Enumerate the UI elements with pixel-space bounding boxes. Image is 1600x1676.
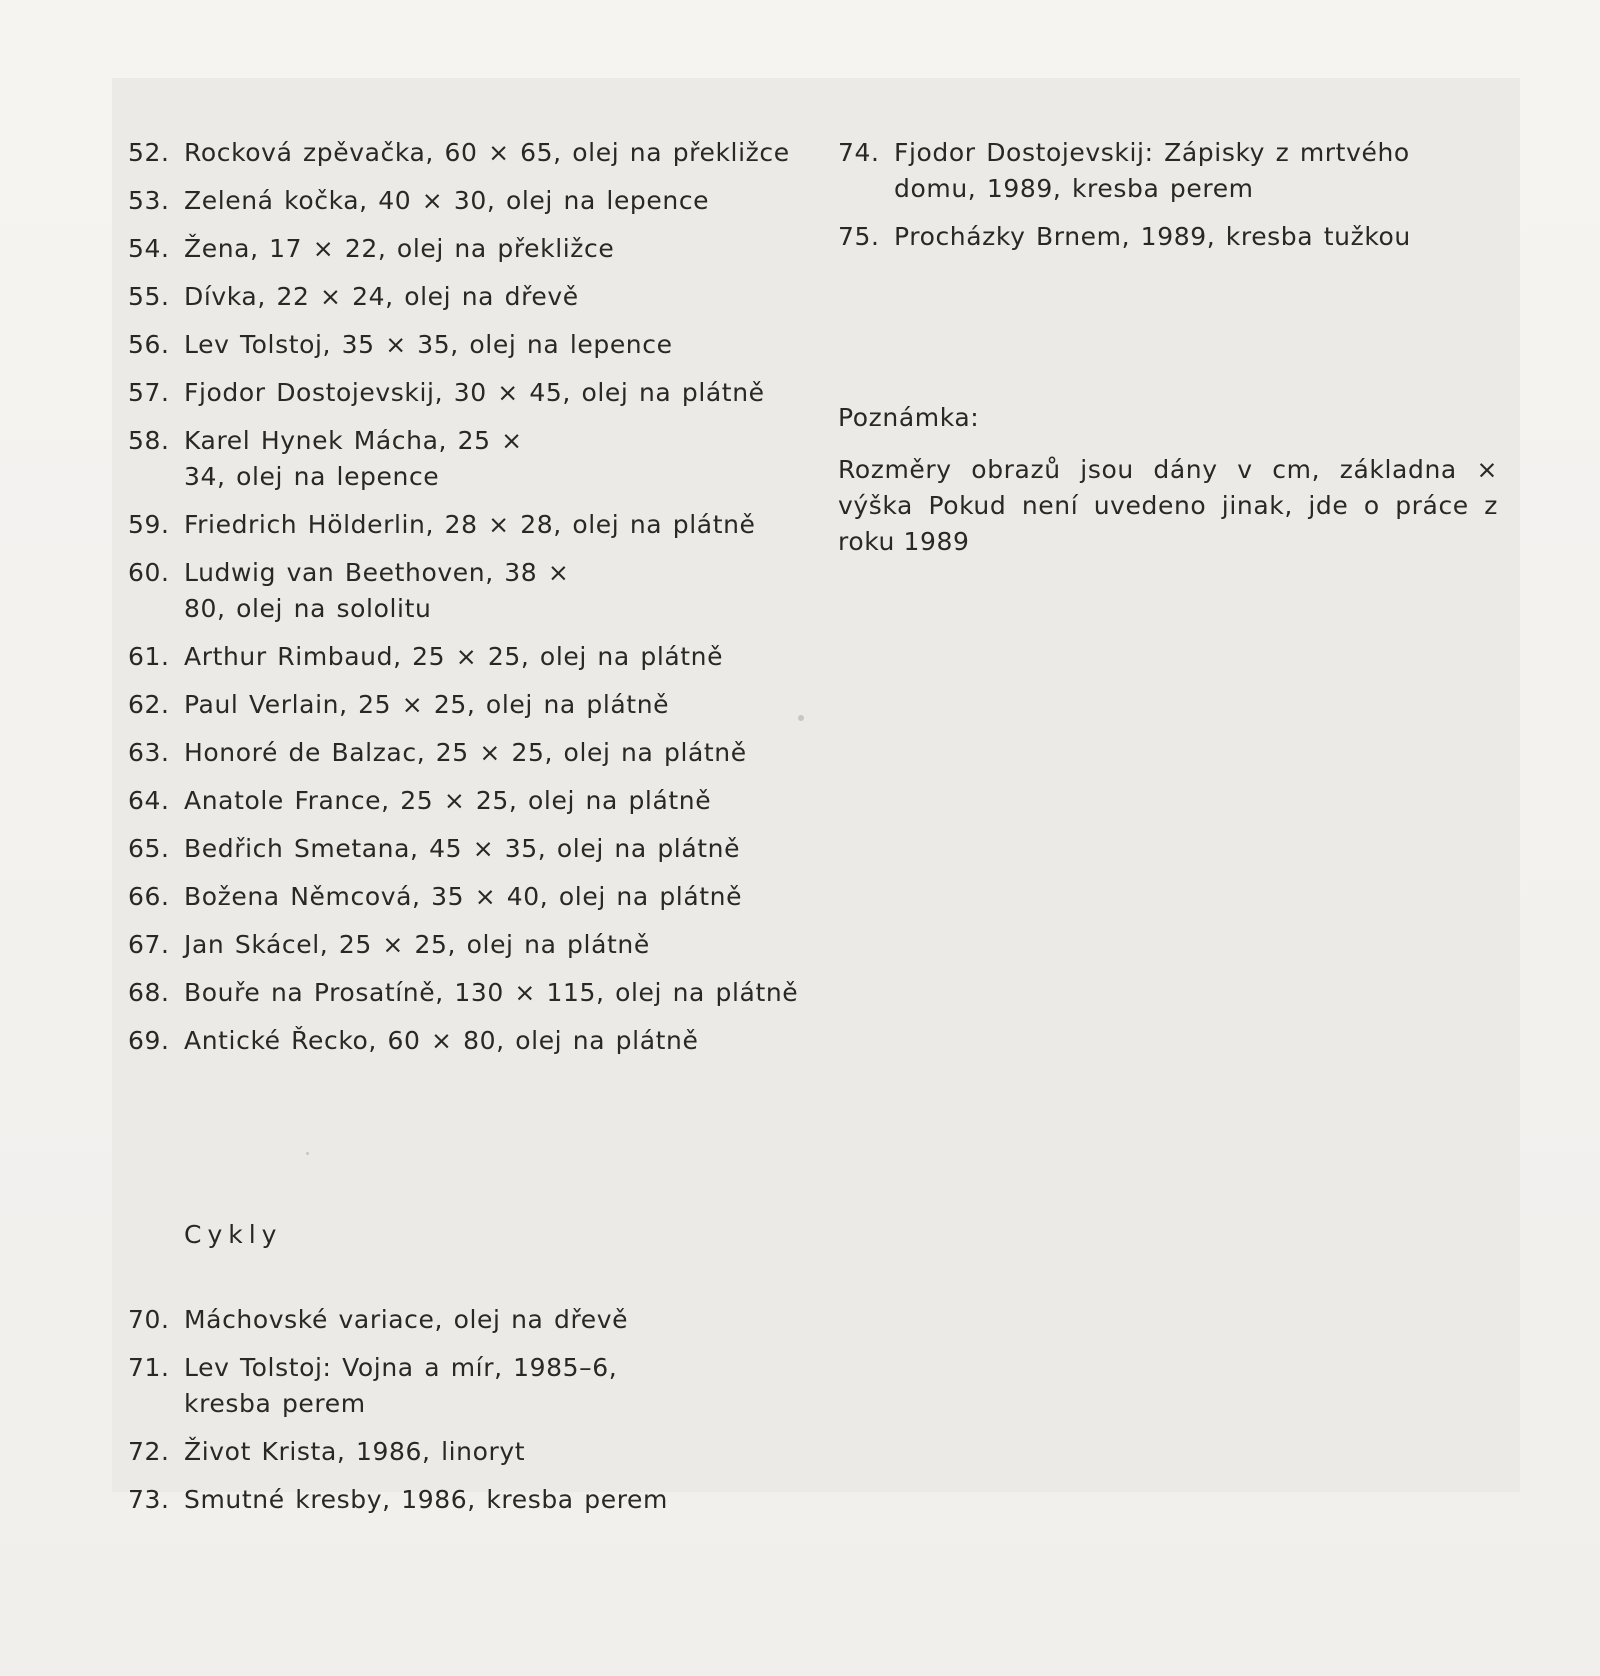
note-body: Rozměry obrazů jsou dány v cm, základna × výška Pokud není uvedeno jinak, jde o práce z roku 1989 <box>838 455 1498 556</box>
list-item <box>128 879 808 915</box>
list-item <box>128 1434 808 1470</box>
right-works-list <box>838 135 1498 267</box>
list-item <box>128 1302 808 1338</box>
item-text: Antické Řecko, 60 × 80, olej na plátně <box>184 1026 699 1055</box>
item-text: Fjodor Dostojevskij: Zápisky z mrtvého domu, 1989, kresba perem <box>894 138 1410 203</box>
item-number: 55. <box>128 282 170 311</box>
works-list <box>128 135 808 1071</box>
item-text: Paul Verlain, 25 × 25, olej na plátně <box>184 690 670 719</box>
list-item <box>128 1350 628 1422</box>
item-text: Friedrich Hölderlin, 28 × 28, olej na plátně <box>184 510 756 539</box>
item-number: 71. <box>128 1353 170 1382</box>
item-number: 56. <box>128 330 170 359</box>
list-item <box>128 375 808 411</box>
item-text: Rocková zpěvačka, 60 × 65, olej na překližce <box>184 138 790 167</box>
list-item <box>838 135 1498 207</box>
item-number: 69. <box>128 1026 170 1055</box>
list-item <box>128 975 808 1011</box>
note-title: Poznámka: <box>838 403 980 432</box>
note-block <box>838 400 1498 560</box>
item-number: 61. <box>128 642 170 671</box>
item-text: Máchovské variace, olej na dřevě <box>184 1305 629 1334</box>
item-number: 63. <box>128 738 170 767</box>
list-item <box>128 135 808 171</box>
item-number: 54. <box>128 234 170 263</box>
list-item <box>128 687 808 723</box>
list-item <box>128 783 808 819</box>
list-item <box>128 279 808 315</box>
list-item <box>128 183 808 219</box>
paper-speck <box>306 1152 309 1155</box>
item-number: 70. <box>128 1305 170 1334</box>
list-item <box>128 639 808 675</box>
item-number: 68. <box>128 978 170 1007</box>
list-item <box>838 219 1498 255</box>
list-item <box>128 927 808 963</box>
item-number: 59. <box>128 510 170 539</box>
item-text: Karel Hynek Mácha, 25 × 34, olej na lepence <box>184 426 523 491</box>
item-text: Honoré de Balzac, 25 × 25, olej na plátně <box>184 738 747 767</box>
section-heading-cycles: Cykly <box>184 1220 283 1249</box>
item-text: Božena Němcová, 35 × 40, olej na plátně <box>184 882 743 911</box>
list-item <box>128 735 808 771</box>
item-text: Jan Skácel, 25 × 25, olej na plátně <box>184 930 650 959</box>
list-item <box>128 1482 808 1518</box>
item-text: Lev Tolstoj, 35 × 35, olej na lepence <box>184 330 673 359</box>
item-number: 62. <box>128 690 170 719</box>
list-item <box>128 327 808 363</box>
list-item <box>128 507 808 543</box>
item-number: 72. <box>128 1437 170 1466</box>
list-item <box>128 423 568 495</box>
paper-speck <box>798 715 804 721</box>
item-text: Arthur Rimbaud, 25 × 25, olej na plátně <box>184 642 724 671</box>
list-item <box>128 231 808 267</box>
list-item <box>128 831 808 867</box>
item-number: 73. <box>128 1485 170 1514</box>
item-text: Fjodor Dostojevskij, 30 × 45, olej na plátně <box>184 378 765 407</box>
item-text: Bouře na Prosatíně, 130 × 115, olej na plátně <box>184 978 799 1007</box>
item-text: Smutné kresby, 1986, kresba perem <box>184 1485 668 1514</box>
item-number: 57. <box>128 378 170 407</box>
item-text: Dívka, 22 × 24, olej na dřevě <box>184 282 579 311</box>
item-text: Procházky Brnem, 1989, kresba tužkou <box>894 222 1411 251</box>
item-number: 74. <box>838 138 880 167</box>
item-text: Zelená kočka, 40 × 30, olej na lepence <box>184 186 710 215</box>
item-number: 65. <box>128 834 170 863</box>
item-number: 66. <box>128 882 170 911</box>
list-item <box>128 1023 808 1059</box>
item-number: 75. <box>838 222 880 251</box>
item-number: 67. <box>128 930 170 959</box>
list-item <box>128 555 608 627</box>
item-number: 52. <box>128 138 170 167</box>
item-text: Život Krista, 1986, linoryt <box>184 1437 526 1466</box>
item-text: Anatole France, 25 × 25, olej na plátně <box>184 786 712 815</box>
cycles-list <box>128 1302 808 1530</box>
item-number: 60. <box>128 558 170 587</box>
item-text: Bedřich Smetana, 45 × 35, olej na plátně <box>184 834 741 863</box>
item-number: 53. <box>128 186 170 215</box>
item-text: Žena, 17 × 22, olej na překližce <box>184 234 615 263</box>
item-text: Lev Tolstoj: Vojna a mír, 1985–6, kresba perem <box>184 1353 618 1418</box>
item-number: 64. <box>128 786 170 815</box>
item-text: Ludwig van Beethoven, 38 × 80, olej na sololitu <box>184 558 570 623</box>
item-number: 58. <box>128 426 170 455</box>
